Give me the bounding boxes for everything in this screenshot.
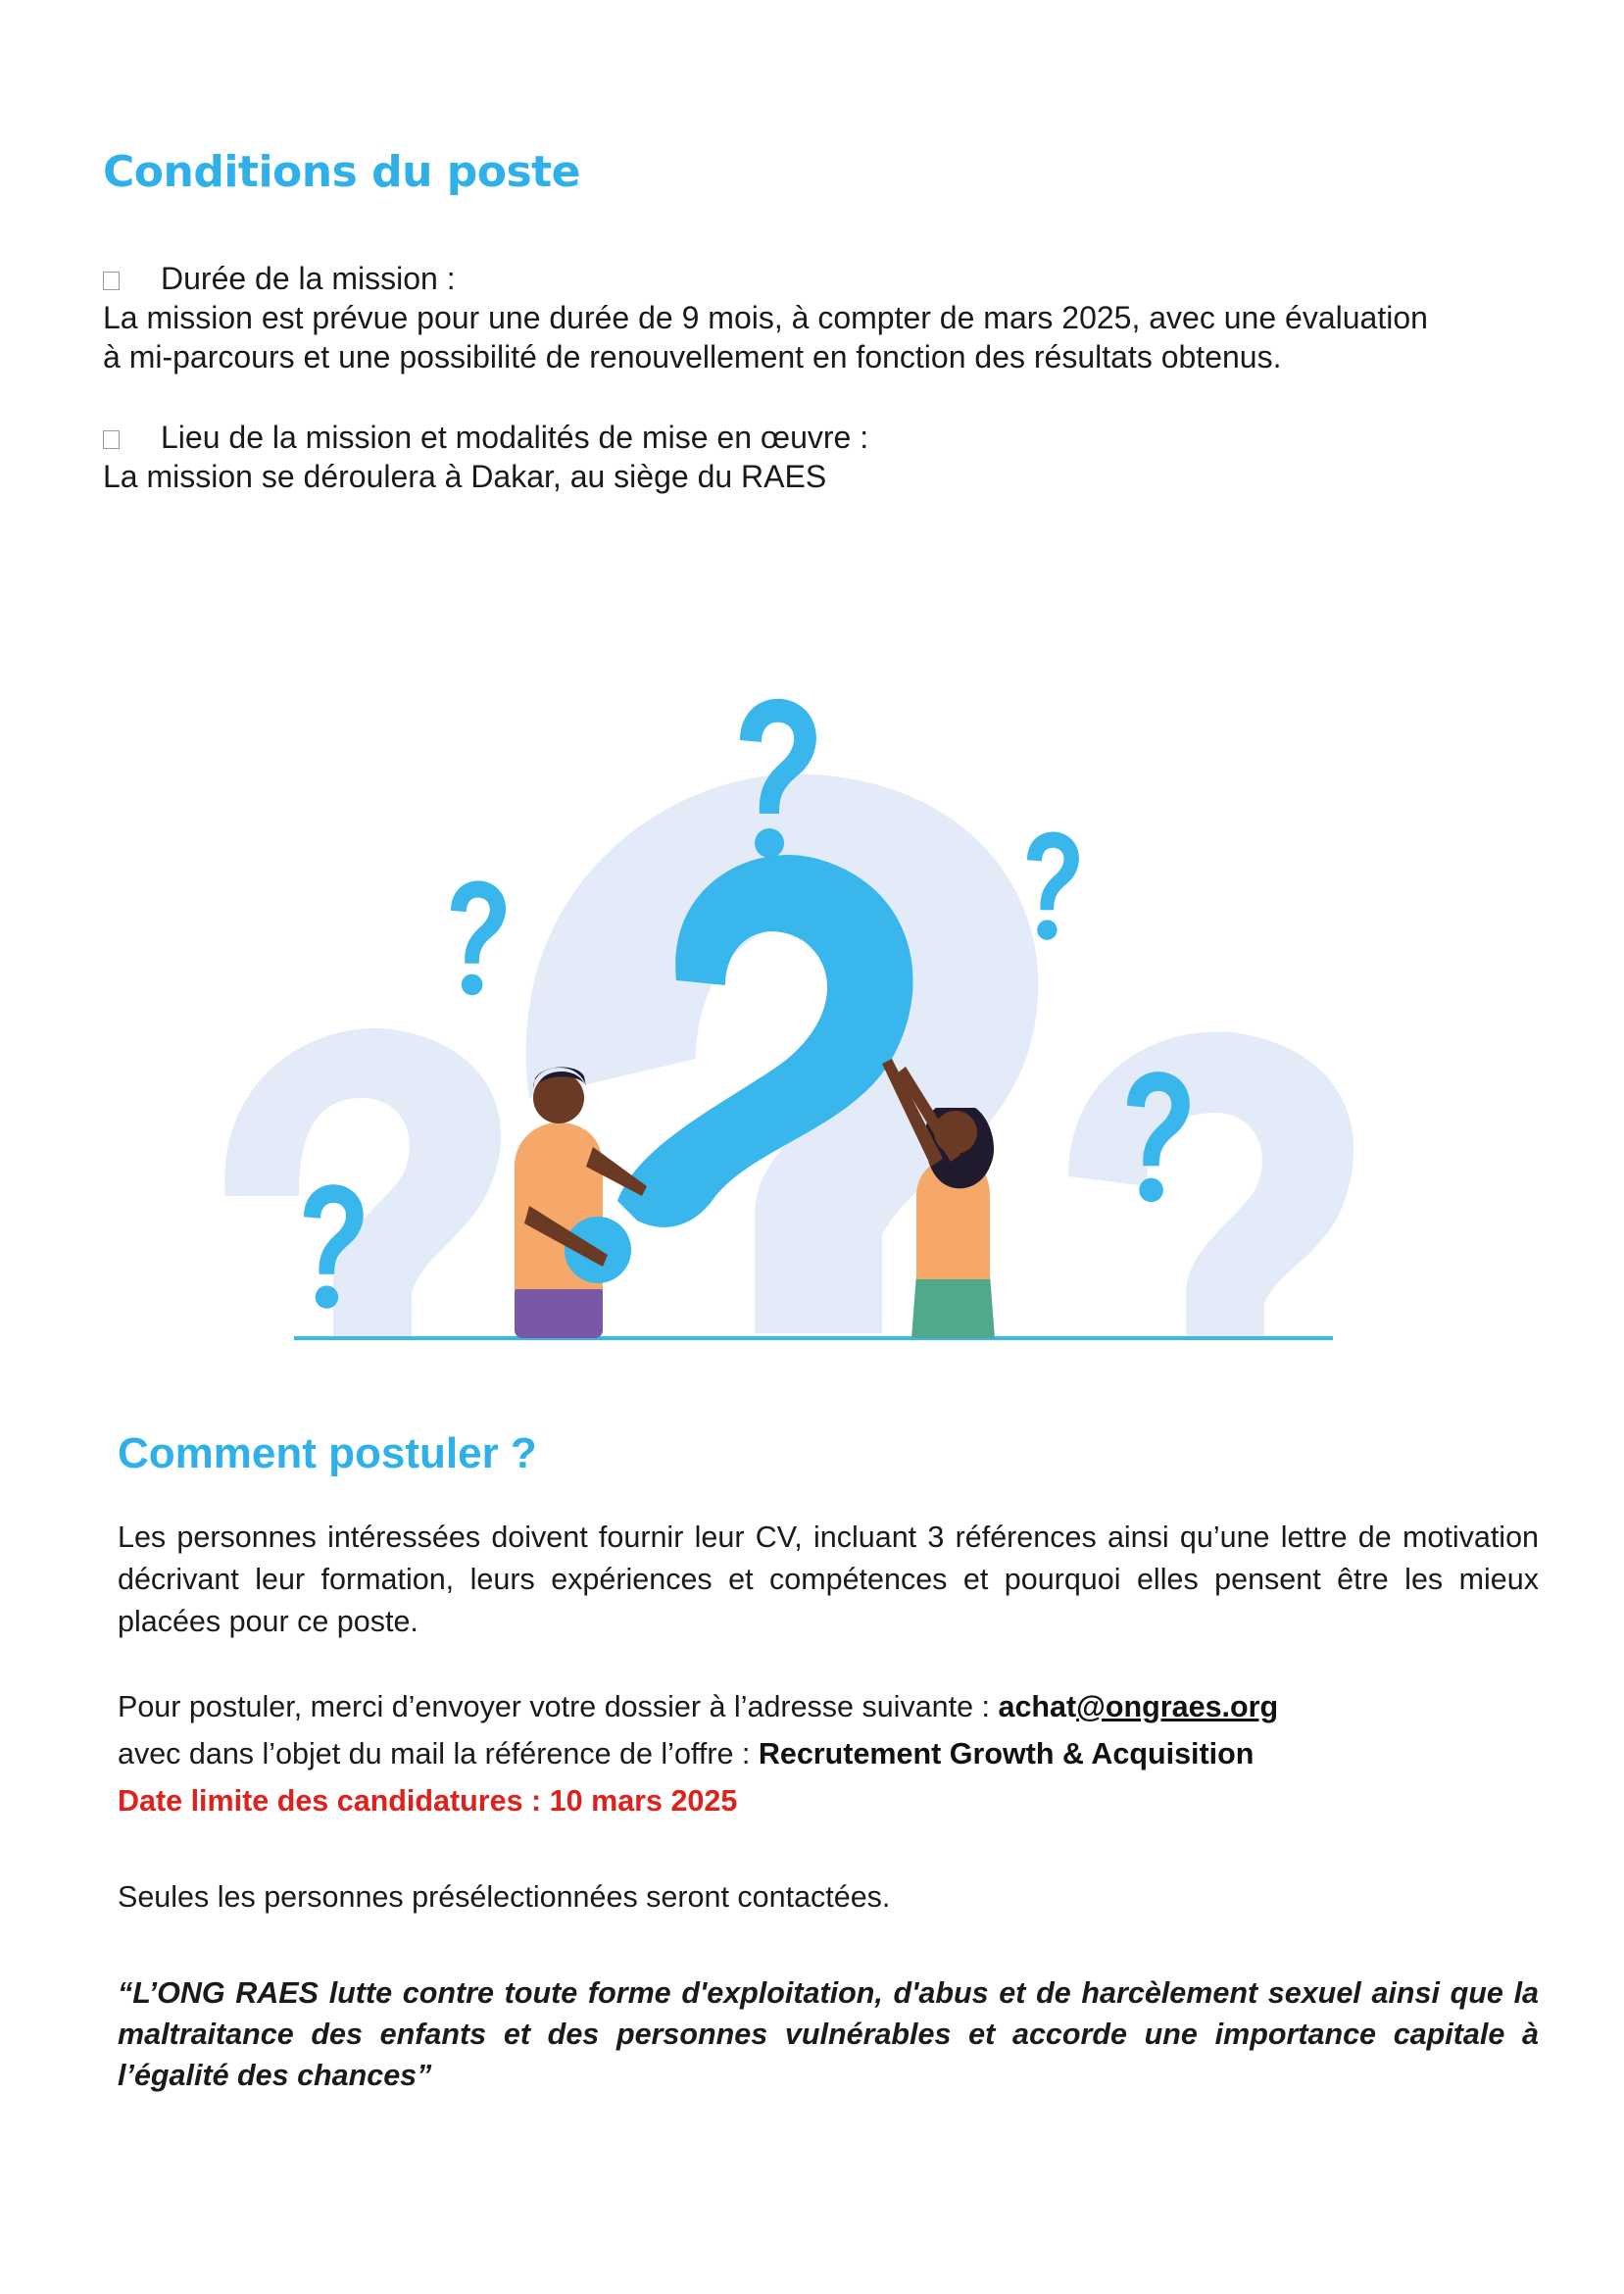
question-mark-icon <box>451 880 506 995</box>
location-label: Lieu de la mission et modalités de mise en œuvre : <box>161 420 869 455</box>
email-domain: @ongraes.org <box>1076 1690 1279 1723</box>
question-mark-icon <box>1027 831 1079 939</box>
email-user: achat <box>998 1690 1077 1723</box>
apply-subject-text: avec dans l’objet du mail la référence de l’offre : <box>118 1737 759 1770</box>
question-marks-illustration <box>206 686 1382 1353</box>
location-text: La mission se déroulera à Dakar, au siège du RAES <box>103 459 827 494</box>
duration-bullet <box>103 259 456 298</box>
conditions-heading: Conditions du poste <box>103 147 581 197</box>
contact-note: Seules les personnes présélectionnées seront contactées. <box>118 1880 891 1914</box>
empty-square-icon <box>103 272 120 290</box>
location-bullet <box>103 418 868 457</box>
duration-label: Durée de la mission : <box>161 261 456 296</box>
apply-send-line <box>118 1686 1278 1728</box>
apply-subject-line <box>118 1733 1254 1775</box>
apply-subject-ref: Recrutement Growth & Acquisition <box>758 1737 1255 1770</box>
apply-heading: Comment postuler ? <box>118 1429 537 1477</box>
email-link[interactable] <box>998 1690 1278 1723</box>
duration-line-2: à mi-parcours et une possibilité de renouvellement en fonction des résultats obtenus. <box>103 339 1282 374</box>
apply-deadline: Date limite des candidatures : 10 mars 2025 <box>118 1784 738 1818</box>
duration-line-1: La mission est prévue pour une durée de 9 mois, à compter de mars 2025, avec une évaluation <box>103 300 1428 335</box>
apply-send-text: Pour postuler, merci d’envoyer votre dossier à l’adresse suivante : <box>118 1690 999 1723</box>
empty-square-icon <box>103 430 120 449</box>
apply-intro: Les personnes intéressées doivent fournir leur CV, incluant 3 références ainsi qu’une lettre de motivation décrivant leur formation, leurs expériences et compétences et pourquoi elles pensent être les mieux placées pour ce poste. <box>118 1521 1539 1638</box>
ethics-quote: “L’ONG RAES lutte contre toute forme d'exploitation, d'abus et de harcèlement sexuel ainsi que la maltraitance des enfants et des personnes vulnérables et accorde une importance capitale à l’égalité des chances” <box>118 1976 1539 2092</box>
